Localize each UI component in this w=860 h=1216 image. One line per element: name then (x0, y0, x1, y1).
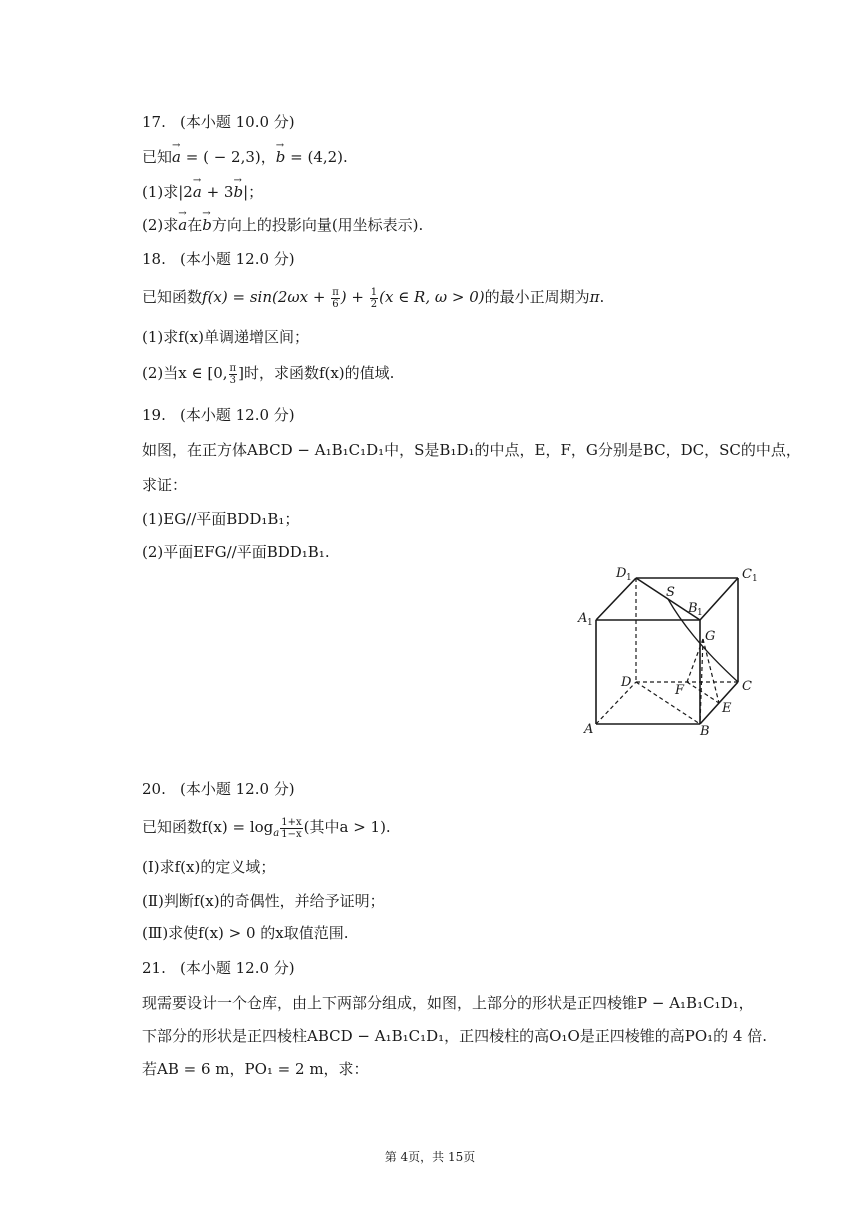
q18-stem-a: 已知函数 (142, 288, 203, 306)
q18-part2 (142, 362, 394, 386)
q19-stem-line1: 如图，在正方体ABCD − A₁B₁C₁D₁中，S是B₁D₁的中点，E，F，G分别是BC，DC，SC的中点， (142, 441, 801, 459)
q18-p2-a: (2)当x ∈ [0, (142, 364, 228, 382)
q17-part2 (142, 214, 423, 236)
vector-b: → b (276, 146, 286, 168)
fraction-pi-over-6 (331, 287, 340, 310)
q18-stem-e: 的最小正周期为 (484, 288, 590, 306)
q17-number: 17. (142, 113, 166, 131)
vector-a: → a (178, 214, 187, 236)
q18-points: (本小题 12.0 分) (180, 250, 295, 268)
q20-stem-b: (其中a > 1). (303, 818, 391, 836)
vector-b: → b (202, 214, 212, 236)
q21-header (142, 957, 295, 979)
edge-C1-B1 (700, 578, 738, 620)
q21-points: (本小题 12.0 分) (180, 959, 295, 977)
frac-bottom: 2 (370, 298, 378, 310)
segment-D-B (636, 682, 700, 724)
vector-b: → b (233, 181, 243, 203)
cube-figure (570, 558, 770, 740)
q18-part1: (1)求f(x)单调递增区间； (142, 328, 309, 346)
q20-header (142, 778, 295, 800)
q20-stem-a: 已知函数f(x) = log (142, 818, 274, 836)
q17-p1-suffix: |； (243, 183, 264, 201)
q17-header (142, 111, 295, 133)
q18-stem-b: f(x) = sin(2ωx + (202, 288, 331, 306)
q19-part2: (2)平面EFG//平面BDD₁B₁. (142, 543, 330, 561)
frac-bottom: 3 (229, 374, 236, 386)
label-C: C (742, 679, 752, 694)
label-D1-sub: 1 (626, 573, 632, 583)
q17-stem-eq1: = ( − 2,3)， (180, 148, 276, 166)
q20-part3: (Ⅲ)求使f(x) > 0 的x取值范围. (142, 924, 349, 942)
q18-header (142, 248, 295, 270)
q17-p2-suffix: 方向上的投影向量(用坐标表示). (211, 216, 424, 234)
label-C1-sub: 1 (752, 574, 758, 584)
q21-number: 21. (142, 959, 166, 977)
q18-stem-f: π (589, 288, 600, 306)
frac-bottom: 1−x (281, 828, 302, 840)
q17-p1-prefix: (1)求|2 (142, 183, 193, 201)
q19-points: (本小题 12.0 分) (180, 406, 295, 424)
q18-stem-d: (x ∈ R, ω > 0) (379, 288, 485, 306)
label-C1: C (742, 567, 752, 582)
q18-p2-b: ]时，求函数f(x)的值域. (238, 364, 395, 382)
q18-stem (142, 286, 604, 310)
frac-top: 1 (370, 286, 378, 298)
label-B1-sub: 1 (697, 608, 703, 618)
q21-stem-line3: 若AB = 6 m，PO₁ = 2 m，求： (142, 1060, 369, 1078)
q17-stem-eq2: = (4,2). (285, 148, 348, 166)
label-S: S (666, 585, 675, 600)
label-D1: D (616, 566, 627, 581)
fraction-pi-over-3 (229, 363, 238, 386)
label-A1: A (578, 611, 588, 626)
frac-bottom: 6 (332, 298, 339, 310)
q17-p2-mid: 在 (187, 216, 203, 234)
label-B1: B (688, 601, 698, 616)
label-A1-sub: 1 (587, 618, 593, 628)
q19-stem-line2: 求证： (142, 476, 188, 494)
segment-F-E (687, 682, 719, 703)
vector-a: → a (193, 181, 202, 203)
q17-stem-prefix: 已知 (142, 148, 173, 166)
vector-a: → a (172, 146, 181, 168)
edge-A1-D1 (596, 578, 636, 620)
q19-part1: (1)EG//平面BDD₁B₁； (142, 510, 300, 528)
label-A: A (584, 722, 594, 737)
q17-p2-prefix: (2)求 (142, 216, 179, 234)
label-F: F (675, 683, 685, 698)
page-footer: 第 4页，共 15页 (384, 1150, 476, 1164)
log-base: a (273, 828, 280, 839)
label-G: G (705, 629, 716, 644)
q19-number: 19. (142, 406, 166, 424)
q19-header (142, 404, 295, 426)
label-D: D (621, 675, 632, 690)
frac-top: 1+x (281, 816, 302, 828)
q17-points: (本小题 10.0 分) (180, 113, 295, 131)
label-B: B (700, 724, 710, 739)
q20-part2: (Ⅱ)判断f(x)的奇偶性，并给予证明； (142, 892, 385, 910)
fraction-one-half (370, 287, 378, 310)
fraction-log-argument (280, 817, 302, 840)
frac-top: π (332, 286, 339, 298)
q18-number: 18. (142, 250, 166, 268)
q17-stem (142, 146, 348, 168)
frac-top: π (229, 362, 237, 374)
q21-stem-line2: 下部分的形状是正四棱柱ABCD − A₁B₁C₁D₁，正四棱柱的高O₁O是正四棱锥的高PO₁的 4 倍. (142, 1027, 768, 1045)
q21-stem-line1: 现需要设计一个仓库，由上下两部分组成，如图，上部分的形状是正四棱锥P − A₁B₁C₁D₁， (142, 994, 754, 1012)
label-E: E (722, 701, 732, 716)
q20-points: (本小题 12.0 分) (180, 780, 295, 798)
q20-number: 20. (142, 780, 166, 798)
q17-p1-mid: + 3 (201, 183, 234, 201)
q18-stem-c: ) + (340, 288, 369, 306)
q20-stem (142, 816, 391, 845)
q20-part1: (Ⅰ)求f(x)的定义域； (142, 858, 276, 876)
q18-stem-g: . (599, 288, 605, 306)
q17-part1 (142, 181, 263, 203)
